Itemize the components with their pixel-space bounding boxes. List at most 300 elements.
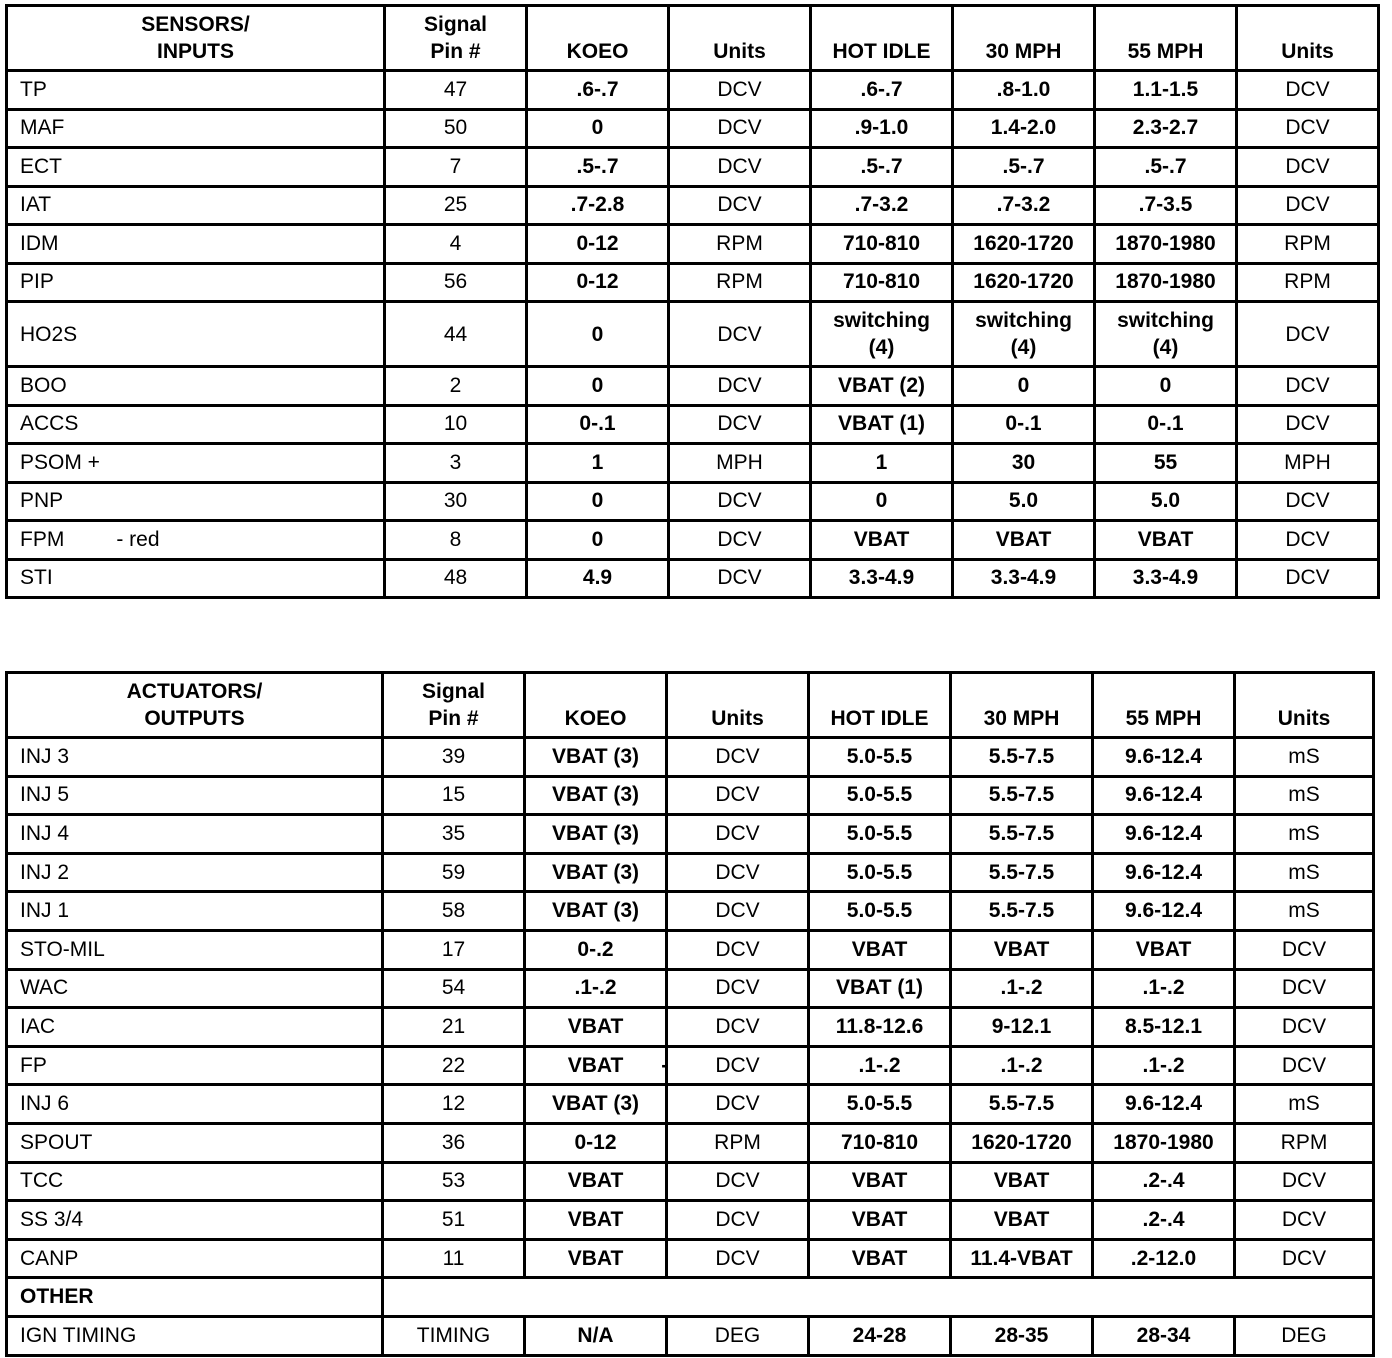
- units-2-cell: [1235, 853, 1374, 892]
- signal-pin-cell-text: 36: [441, 1130, 466, 1154]
- hot-idle-cell: [811, 263, 953, 302]
- units-2-cell: [1235, 1239, 1374, 1278]
- mph-30-cell: [951, 1123, 1093, 1162]
- hot-idle-cell-text: 710-810: [840, 1130, 919, 1154]
- units-cell: [669, 225, 811, 264]
- koeo-cell: [527, 186, 669, 225]
- units-cell-text: DCV: [717, 116, 762, 140]
- row-label: [7, 1239, 383, 1278]
- header-55-mph: 55 MPH: [1093, 673, 1235, 738]
- mph-30-cell-text: 9-12.1: [991, 1014, 1052, 1038]
- row-label: [7, 1046, 383, 1085]
- units-cell-text: DCV: [715, 976, 760, 1000]
- units-2-cell: [1235, 1046, 1374, 1085]
- row-label: [7, 109, 385, 148]
- mph-30-cell: [951, 815, 1093, 854]
- mph-55-cell: [1093, 1162, 1235, 1201]
- hot-idle-cell-text: .9-1.0: [854, 116, 909, 140]
- koeo-cell: [525, 1239, 667, 1278]
- units-2-cell-text: DCV: [1285, 322, 1330, 346]
- signal-pin-cell: [385, 302, 527, 367]
- units-cell-text: DCV: [717, 77, 762, 101]
- hot-idle-cell: [811, 521, 953, 560]
- hot-idle-cell-text: .7-3.2: [854, 193, 909, 217]
- units-2-cell: [1235, 1162, 1374, 1201]
- units-2-cell: [1235, 930, 1374, 969]
- units-2-cell-text: DCV: [1285, 373, 1330, 397]
- header-30-mph: 30 MPH: [953, 6, 1095, 71]
- units-cell-text: DCV: [715, 899, 760, 923]
- row-label-text: MAF: [20, 116, 65, 140]
- row-label-text: WAC: [20, 976, 69, 1000]
- koeo-cell-text: .1-.2: [574, 976, 617, 1000]
- units-cell: [667, 853, 809, 892]
- hot-idle-cell-text: 5.0-5.5: [846, 1092, 913, 1116]
- header-sensors-inputs: SENSORS/ INPUTS: [7, 6, 385, 71]
- row-label: [7, 1123, 383, 1162]
- mph-55-cell: [1093, 1201, 1235, 1240]
- units-cell: [667, 738, 809, 777]
- hot-idle-cell-text: VBAT (2): [837, 373, 926, 397]
- hot-idle-cell: 24-28: [809, 1316, 951, 1355]
- units-2-cell: [1237, 482, 1379, 521]
- mph-55-cell: [1093, 1085, 1235, 1124]
- mph-30-cell-text: switching (4): [975, 309, 1072, 359]
- row-label-text: INJ 1: [20, 899, 70, 923]
- mph-30-cell: [951, 930, 1093, 969]
- koeo-cell-text: 0: [591, 527, 604, 551]
- signal-pin-cell: [385, 186, 527, 225]
- hot-idle-cell: [809, 1046, 951, 1085]
- koeo-cell: [527, 148, 669, 187]
- units-cell: [667, 1162, 809, 1201]
- signal-pin-cell: [383, 738, 525, 777]
- mph-55-cell-text: 0: [1159, 373, 1172, 397]
- signal-pin-cell: [383, 1201, 525, 1240]
- table-row: [7, 444, 1379, 483]
- mph-30-cell-text: VBAT: [993, 937, 1050, 961]
- header-koeo: KOEO: [525, 673, 667, 738]
- mph-55-cell-text: 1.1-1.5: [1132, 77, 1199, 101]
- hot-idle-cell: [809, 1008, 951, 1047]
- header-signal-pin: Signal Pin #: [385, 6, 527, 71]
- hot-idle-cell-text: 3.3-4.9: [848, 566, 915, 590]
- koeo-cell-text: VBAT: [567, 1207, 624, 1231]
- mph-55-cell: [1095, 444, 1237, 483]
- mph-30-cell-text: 5.5-7.5: [988, 899, 1055, 923]
- units-2-cell: [1237, 521, 1379, 560]
- units-cell: [667, 969, 809, 1008]
- hot-idle-cell: [811, 482, 953, 521]
- mph-55-cell: [1093, 930, 1235, 969]
- units-cell: [669, 405, 811, 444]
- units-2-cell-text: DCV: [1281, 937, 1327, 961]
- mph-30-cell-text: 5.5-7.5: [988, 860, 1055, 884]
- units-cell-text: DCV: [715, 1092, 760, 1116]
- units-2-cell-text: mS: [1288, 1092, 1320, 1116]
- signal-pin-cell-text: 15: [441, 783, 466, 807]
- units-2-cell-text: MPH: [1284, 450, 1331, 474]
- koeo-cell: [525, 1085, 667, 1124]
- row-label-text: TCC: [20, 1169, 64, 1193]
- koeo-cell-text: 0: [591, 322, 604, 346]
- hot-idle-cell: [809, 1239, 951, 1278]
- koeo-cell: [525, 1162, 667, 1201]
- section-empty-cell: [383, 1278, 1374, 1317]
- hot-idle-cell: [809, 738, 951, 777]
- mph-30-cell: [953, 405, 1095, 444]
- koeo-cell: [525, 1046, 667, 1085]
- units-cell-text: DCV: [715, 821, 760, 845]
- units-cell: [669, 559, 811, 598]
- units-2-cell: [1237, 302, 1379, 367]
- units-cell-text: DCV: [715, 783, 760, 807]
- units-2-cell-text: mS: [1288, 821, 1320, 845]
- units-2-cell-text: DCV: [1285, 116, 1330, 140]
- hot-idle-cell: [809, 930, 951, 969]
- units-2-cell: [1235, 1085, 1374, 1124]
- mph-55-cell-text: 1870-1980: [1115, 270, 1216, 294]
- row-label: [7, 186, 385, 225]
- signal-pin-cell-text: 54: [441, 976, 466, 1000]
- units-cell: [667, 815, 809, 854]
- mph-30-cell: [953, 367, 1095, 406]
- mph-30-cell-text: .1-.2: [1000, 1053, 1043, 1077]
- units-cell-text: DCV: [717, 566, 762, 590]
- mph-55-cell: [1095, 302, 1237, 367]
- koeo-cell: [527, 71, 669, 110]
- hot-idle-cell-text: .6-.7: [860, 77, 903, 101]
- row-label: [7, 969, 383, 1008]
- row-label: [7, 1085, 383, 1124]
- table-row: [7, 559, 1379, 598]
- mph-30-cell: 28-35: [951, 1316, 1093, 1355]
- mph-30-cell-text: .5-.7: [1002, 154, 1045, 178]
- mph-55-cell-text: .1-.2: [1142, 976, 1185, 1000]
- units-2-cell: [1235, 776, 1374, 815]
- koeo-cell: [527, 405, 669, 444]
- mph-55-cell: [1095, 367, 1237, 406]
- koeo-cell-text: VBAT (3): [551, 821, 640, 845]
- units-cell-text: DCV: [715, 1014, 760, 1038]
- units-cell-text: DCV: [717, 412, 762, 436]
- hot-idle-cell-text: 0: [875, 489, 888, 513]
- row-label: [7, 1162, 383, 1201]
- koeo-cell: [527, 367, 669, 406]
- hot-idle-cell: [809, 1162, 951, 1201]
- units-2-cell: [1237, 367, 1379, 406]
- signal-pin-cell-text: 2: [449, 373, 462, 397]
- section-label-other: OTHER: [7, 1278, 383, 1317]
- mph-30-cell: [953, 148, 1095, 187]
- table-row: [7, 1085, 1374, 1124]
- units-2-cell-text: DCV: [1285, 77, 1330, 101]
- mph-30-cell: [953, 482, 1095, 521]
- mph-55-cell: [1093, 776, 1235, 815]
- signal-pin-cell: [385, 559, 527, 598]
- koeo-cell-text: VBAT (3): [551, 744, 640, 768]
- hot-idle-cell: [811, 302, 953, 367]
- row-label: [7, 405, 385, 444]
- row-label: [7, 148, 385, 187]
- row-label-text: FPM: [20, 527, 65, 551]
- signal-pin-cell: TIMING: [383, 1316, 525, 1355]
- table-row: [7, 482, 1379, 521]
- koeo-cell-text: VBAT (3): [551, 1092, 640, 1116]
- hot-idle-cell: [811, 225, 953, 264]
- mph-30-cell-text: .7-3.2: [996, 193, 1051, 217]
- signal-pin-cell: [383, 815, 525, 854]
- units-cell: [667, 1046, 809, 1085]
- hot-idle-cell-text: 5.0-5.5: [846, 860, 913, 884]
- mph-55-cell-text: 9.6-12.4: [1124, 899, 1203, 923]
- mph-30-cell: [951, 1162, 1093, 1201]
- signal-pin-cell-text: 11: [442, 1246, 465, 1270]
- mph-55-cell-text: 55: [1153, 450, 1178, 474]
- row-label: [7, 367, 385, 406]
- header-koeo: KOEO: [527, 6, 669, 71]
- row-label: IGN TIMING: [7, 1316, 383, 1355]
- mph-55-cell-text: 8.5-12.1: [1124, 1014, 1203, 1038]
- hot-idle-cell: [811, 148, 953, 187]
- signal-pin-cell-text: 35: [441, 821, 466, 845]
- row-label-text: PSOM +: [20, 450, 100, 474]
- mph-30-cell: [953, 263, 1095, 302]
- hot-idle-cell: [811, 109, 953, 148]
- koeo-cell: [527, 109, 669, 148]
- table-row: [7, 367, 1379, 406]
- units-2-cell: [1237, 109, 1379, 148]
- mph-55-cell: [1093, 1046, 1235, 1085]
- koeo-cell-text: VBAT: [567, 1246, 624, 1270]
- mph-30-cell-text: 1620-1720: [973, 231, 1074, 255]
- mph-30-cell: [953, 71, 1095, 110]
- mph-30-cell: [951, 1008, 1093, 1047]
- row-label: [7, 263, 385, 302]
- signal-pin-cell: [383, 892, 525, 931]
- hot-idle-cell-text: 710-810: [842, 231, 921, 255]
- units-2-cell: DEG: [1235, 1316, 1374, 1355]
- units-cell-text: RPM: [714, 1130, 761, 1154]
- units-cell: [669, 302, 811, 367]
- hot-idle-cell: [809, 1085, 951, 1124]
- koeo-cell: [525, 815, 667, 854]
- units-2-cell: [1235, 969, 1374, 1008]
- mph-30-cell-text: 0: [1017, 373, 1030, 397]
- units-2-cell-text: mS: [1288, 860, 1320, 884]
- row-label-text: INJ 4: [20, 821, 70, 845]
- table-row: [7, 225, 1379, 264]
- signal-pin-cell: [383, 776, 525, 815]
- koeo-cell-text: VBAT: [567, 1053, 624, 1077]
- signal-pin-cell: [383, 1046, 525, 1085]
- hot-idle-cell: [811, 405, 953, 444]
- hot-idle-cell: [811, 367, 953, 406]
- hot-idle-cell-text: VBAT: [851, 937, 908, 961]
- units-2-cell-text: RPM: [1280, 1130, 1328, 1154]
- units-2-cell: [1237, 71, 1379, 110]
- units-cell: [667, 1085, 809, 1124]
- row-label: [7, 853, 383, 892]
- table-row: [7, 521, 1379, 560]
- mph-30-cell-text: 5.0: [1008, 489, 1039, 513]
- table-row: [7, 969, 1374, 1008]
- mph-30-cell: [951, 776, 1093, 815]
- units-cell: [667, 1008, 809, 1047]
- units-cell-text: DCV: [715, 1246, 760, 1270]
- signal-pin-cell: [385, 367, 527, 406]
- header-30-mph: 30 MPH: [951, 673, 1093, 738]
- units-cell-text: MPH: [716, 450, 763, 474]
- units-2-cell-text: DCV: [1285, 527, 1330, 551]
- koeo-cell: [527, 302, 669, 367]
- units-cell-text: DCV: [717, 373, 762, 397]
- units-2-cell-text: mS: [1288, 744, 1320, 768]
- signal-pin-cell: [385, 263, 527, 302]
- mph-30-cell-text: 5.5-7.5: [988, 1092, 1055, 1116]
- koeo-cell: [527, 482, 669, 521]
- header-units: Units: [669, 6, 811, 71]
- row-label: [7, 892, 383, 931]
- units-cell: [669, 482, 811, 521]
- mph-30-cell-text: VBAT: [993, 1169, 1050, 1193]
- units-2-cell: [1237, 405, 1379, 444]
- mph-30-cell: [951, 853, 1093, 892]
- table-row: [7, 302, 1379, 367]
- koeo-cell-text: VBAT: [567, 1014, 624, 1038]
- hot-idle-cell-text: 710-810: [842, 270, 921, 294]
- units-cell: [669, 71, 811, 110]
- koeo-cell: N/A: [525, 1316, 667, 1355]
- row-label-text: INJ 3: [20, 744, 70, 768]
- mph-30-cell-text: .1-.2: [1000, 976, 1043, 1000]
- units-cell: [669, 263, 811, 302]
- mph-55-cell-text: 9.6-12.4: [1124, 1092, 1203, 1116]
- mph-55-cell: [1095, 109, 1237, 148]
- hot-idle-cell: [811, 186, 953, 225]
- hot-idle-cell-text: VBAT (1): [835, 976, 924, 1000]
- row-label-text: INJ 5: [20, 783, 70, 807]
- table-row: [7, 776, 1374, 815]
- hot-idle-cell-text: 5.0-5.5: [846, 899, 913, 923]
- header-55-mph: 55 MPH: [1095, 6, 1237, 71]
- row-label-text: STO-MIL: [20, 937, 105, 961]
- row-label: [7, 71, 385, 110]
- row-label: [7, 738, 383, 777]
- units-2-cell-text: DCV: [1285, 154, 1330, 178]
- signal-pin-cell-text: 44: [443, 322, 468, 346]
- mph-30-cell-text: 1620-1720: [973, 270, 1074, 294]
- hot-idle-cell: [809, 1123, 951, 1162]
- koeo-cell: [525, 969, 667, 1008]
- row-label-text: HO2S: [20, 322, 78, 346]
- row-label-text: IAC: [20, 1014, 56, 1038]
- mph-30-cell-text: VBAT: [995, 527, 1052, 551]
- units-cell-text: DCV: [717, 527, 762, 551]
- units-2-cell: [1237, 148, 1379, 187]
- mph-55-cell-text: 1870-1980: [1113, 1130, 1214, 1154]
- signal-pin-cell-text: 51: [441, 1207, 466, 1231]
- hot-idle-cell: [809, 853, 951, 892]
- mph-30-cell: [951, 1239, 1093, 1278]
- units-cell-text: DCV: [715, 1053, 760, 1077]
- hot-idle-cell-text: VBAT: [853, 527, 910, 551]
- hot-idle-cell-text: VBAT (1): [837, 412, 926, 436]
- mph-30-cell: [951, 892, 1093, 931]
- units-2-cell-text: DCV: [1281, 1053, 1327, 1077]
- row-label-text: IAT: [20, 193, 52, 217]
- signal-pin-cell: [383, 930, 525, 969]
- koeo-cell-text: 0-12: [574, 1130, 617, 1154]
- mph-30-cell: [951, 1201, 1093, 1240]
- mph-55-cell-text: 9.6-12.4: [1124, 744, 1203, 768]
- signal-pin-cell-text: 59: [441, 860, 466, 884]
- sensors-header-row: [7, 6, 1379, 71]
- header-units-2: Units: [1235, 673, 1374, 738]
- signal-pin-cell: [383, 1085, 525, 1124]
- units-cell-text: DCV: [717, 193, 762, 217]
- mph-55-cell-text: .2-.4: [1142, 1169, 1185, 1193]
- units-2-cell-text: mS: [1288, 783, 1320, 807]
- mph-55-cell-text: 2.3-2.7: [1132, 116, 1199, 140]
- signal-pin-cell-text: 21: [441, 1014, 466, 1038]
- mph-55-cell-text: 3.3-4.9: [1132, 566, 1199, 590]
- mph-55-cell-text: 0-.1: [1147, 412, 1184, 436]
- units-2-cell: [1237, 444, 1379, 483]
- hot-idle-cell: [809, 815, 951, 854]
- units-2-cell-text: DCV: [1285, 412, 1330, 436]
- mph-30-cell: [953, 521, 1095, 560]
- table-row: [7, 1123, 1374, 1162]
- koeo-cell-text: 0: [591, 116, 604, 140]
- koeo-cell-text: 0: [591, 489, 604, 513]
- koeo-cell: [525, 892, 667, 931]
- mph-55-cell: [1095, 263, 1237, 302]
- units-cell: [667, 892, 809, 931]
- mph-30-cell: [951, 969, 1093, 1008]
- koeo-cell: [525, 930, 667, 969]
- koeo-cell: [525, 853, 667, 892]
- section-row-other: [7, 1278, 1374, 1317]
- mph-55-cell: [1095, 521, 1237, 560]
- signal-pin-cell-text: 30: [443, 489, 468, 513]
- mph-30-cell: [951, 1085, 1093, 1124]
- mph-55-cell-text: .2-.4: [1142, 1207, 1185, 1231]
- hot-idle-cell: [809, 892, 951, 931]
- row-label: [7, 482, 385, 521]
- units-2-cell: [1235, 815, 1374, 854]
- units-2-cell: [1237, 225, 1379, 264]
- units-cell: [669, 521, 811, 560]
- koeo-cell: [525, 738, 667, 777]
- mph-30-cell-text: VBAT: [993, 1207, 1050, 1231]
- mph-55-cell: [1095, 559, 1237, 598]
- signal-pin-cell: [385, 71, 527, 110]
- units-cell-text: DCV: [715, 1207, 760, 1231]
- mph-55-cell: [1095, 482, 1237, 521]
- signal-pin-cell: [383, 853, 525, 892]
- row-label: [7, 302, 385, 367]
- koeo-cell-text: VBAT (3): [551, 783, 640, 807]
- mph-55-cell-text: 9.6-12.4: [1124, 821, 1203, 845]
- hot-idle-cell-text: switching (4): [833, 309, 930, 359]
- units-2-cell-text: DCV: [1281, 1207, 1327, 1231]
- header-units-2: Units: [1237, 6, 1379, 71]
- units-cell: [669, 109, 811, 148]
- signal-pin-cell: [383, 1239, 525, 1278]
- row-label-text: IDM: [20, 231, 59, 255]
- koeo-cell: [525, 1008, 667, 1047]
